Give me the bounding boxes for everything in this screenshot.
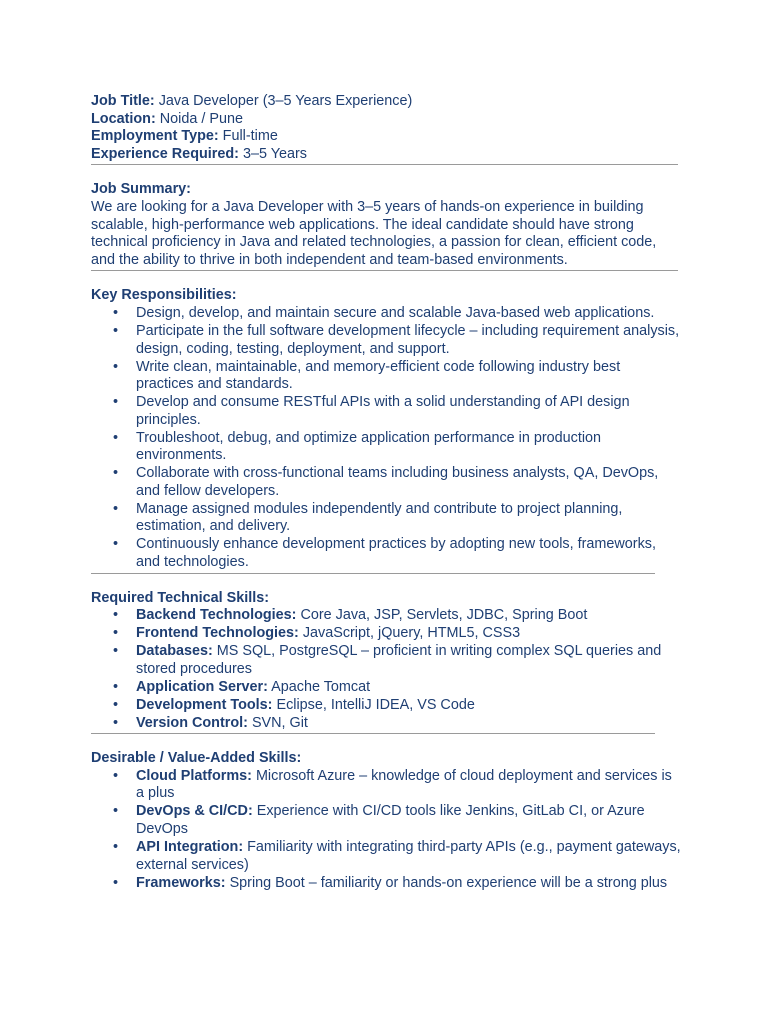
section-title: Required Technical Skills: [91, 589, 270, 606]
list-item [91, 715, 681, 733]
list-item [91, 394, 681, 429]
desirable-skills-section [91, 750, 681, 892]
bullet-icon: • [113, 429, 119, 446]
experience-label: Experience Required: [91, 145, 239, 162]
job-header [91, 93, 681, 163]
bullet-icon: • [113, 803, 119, 820]
list-item-text: Continuously enhance development practices by adopting new tools, frameworks, and technologies. [136, 536, 656, 570]
bullet-icon: • [113, 696, 119, 713]
skill-label: Application Server: [136, 678, 268, 695]
bullet-icon: • [113, 536, 119, 553]
list-item [91, 839, 681, 874]
employment-type-label: Employment Type: [91, 128, 219, 145]
skill-value: Microsoft Azure – knowledge of cloud deployment and services is a plus [136, 767, 672, 802]
responsibilities-list [91, 305, 681, 572]
list-item [91, 625, 681, 643]
section-title: Desirable / Value-Added Skills: [91, 750, 302, 767]
skill-label: Version Control: [136, 714, 248, 731]
desirable-skills-list [91, 768, 681, 892]
bullet-icon: • [113, 643, 119, 660]
skill-label: Frameworks: [136, 874, 226, 891]
list-item [91, 323, 681, 358]
bullet-icon: • [113, 304, 119, 321]
job-summary-section [91, 181, 681, 269]
list-item [91, 607, 681, 625]
skill-label: Cloud Platforms: [136, 767, 252, 784]
list-item-text: Design, develop, and maintain secure and scalable Java-based web applications. [136, 304, 655, 321]
list-item [91, 679, 681, 697]
skill-value: MS SQL, PostgreSQL – proficient in writing complex SQL queries and stored procedures [136, 643, 662, 677]
summary-text: We are looking for a Java Developer with 3–5 years of hands-on experience in building scalable, high-performance web applications. The ideal candidate should have strong technical proficiency in Java and related technologies, a passion for clean, efficient code, and the ability to thrive in both independent and team-based environments. [91, 198, 657, 268]
experience-value: 3–5 Years [242, 145, 307, 162]
list-item [91, 697, 681, 715]
bullet-icon: • [113, 678, 119, 695]
list-item-text: Manage assigned modules independently and contribute to project planning, estimation, and delivery. [136, 500, 623, 535]
list-item [91, 875, 681, 893]
list-item [91, 536, 681, 571]
list-item [91, 305, 681, 323]
skill-value: Apache Tomcat [271, 678, 371, 695]
skill-value: SVN, Git [251, 714, 308, 731]
location-line [91, 111, 681, 129]
list-item-text: Collaborate with cross-functional teams including business analysts, QA, DevOps, and fellow developers. [136, 465, 659, 499]
technical-skills-section [91, 590, 681, 733]
skill-value: Core Java, JSP, Servlets, JDBC, Spring Boot [300, 607, 588, 624]
skill-value: Experience with CI/CD tools like Jenkins, GitLab CI, or Azure DevOps [136, 803, 645, 838]
job-description-document [91, 93, 681, 893]
bullet-icon: • [113, 607, 119, 624]
bullet-icon: • [113, 500, 119, 517]
job-title-value: Java Developer (3–5 Years Experience) [158, 93, 413, 109]
responsibilities-section [91, 287, 681, 571]
list-item-text: Develop and consume RESTful APIs with a solid understanding of API design principles. [136, 394, 630, 428]
location-value: Noida / Pune [159, 110, 243, 127]
list-item [91, 803, 681, 838]
bullet-icon: • [113, 874, 119, 891]
skill-label: Development Tools: [136, 696, 273, 713]
experience-line [91, 146, 681, 164]
job-title-line [91, 93, 681, 111]
bullet-icon: • [113, 358, 119, 375]
bullet-icon: • [113, 465, 119, 482]
skill-value: Eclipse, IntelliJ IDEA, VS Code [276, 696, 475, 713]
list-item [91, 768, 681, 803]
employment-type-value: Full-time [222, 128, 278, 145]
list-item-text: Participate in the full software development lifecycle – including requirement analysis, design, coding, testing, deployment, and support. [136, 322, 680, 357]
skill-label: Databases: [136, 643, 213, 660]
employment-type-line [91, 128, 681, 146]
bullet-icon: • [113, 839, 119, 856]
skill-label: Frontend Technologies: [136, 625, 299, 642]
list-item [91, 643, 681, 678]
section-title: Key Responsibilities: [91, 287, 237, 304]
list-item-text: Write clean, maintainable, and memory-efficient code following industry best practices and standards. [136, 358, 621, 393]
list-item-text: Troubleshoot, debug, and optimize application performance in production environments. [136, 429, 602, 464]
list-item [91, 465, 681, 500]
bullet-icon: • [113, 767, 119, 784]
job-title-label: Job Title: [91, 93, 155, 109]
list-item [91, 359, 681, 394]
skill-label: DevOps & CI/CD: [136, 803, 253, 820]
list-item [91, 501, 681, 536]
skill-value: Spring Boot – familiarity or hands-on experience will be a strong plus [229, 874, 668, 891]
bullet-icon: • [113, 394, 119, 411]
skill-value: Familiarity with integrating third-party APIs (e.g., payment gateways, external services) [136, 839, 681, 873]
technical-skills-list [91, 607, 681, 732]
section-title: Job Summary: [91, 181, 191, 198]
location-label: Location: [91, 110, 156, 127]
bullet-icon: • [113, 625, 119, 642]
skill-value: JavaScript, jQuery, HTML5, CSS3 [302, 625, 521, 642]
list-item [91, 430, 681, 465]
skill-label: Backend Technologies: [136, 607, 297, 624]
skill-label: API Integration: [136, 839, 244, 856]
bullet-icon: • [113, 714, 119, 731]
bullet-icon: • [113, 322, 119, 339]
